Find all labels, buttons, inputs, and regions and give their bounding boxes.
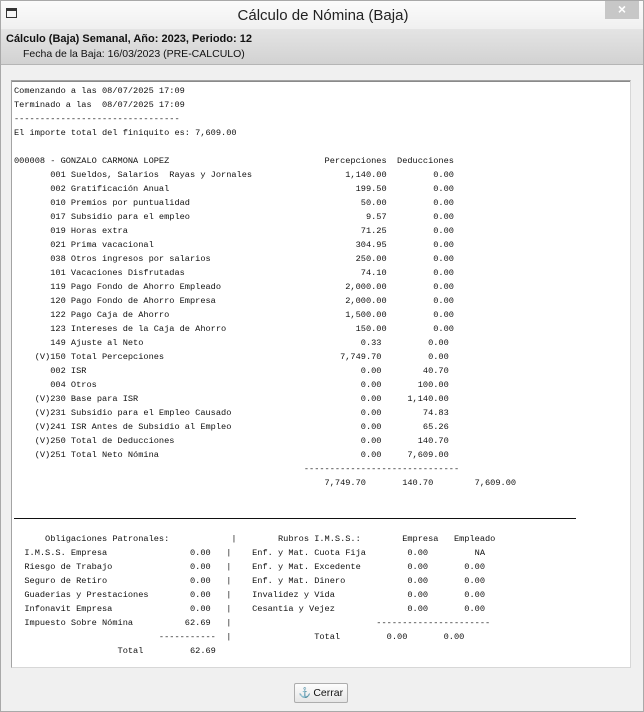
report-line: (V)150 Total Percepciones 7,749.70 0.00 — [14, 352, 449, 362]
report-line: 119 Pago Fondo de Ahorro Empleado 2,000.00 0.00 — [14, 282, 454, 292]
report-line: Impuesto Sobre Nómina 62.69 | ---------------------- — [14, 618, 491, 628]
report-line: 123 Intereses de la Caja de Ahorro 150.00 0.00 — [14, 324, 454, 334]
report-line: 001 Sueldos, Salarios Rayas y Jornales 1,140.00 0.00 — [14, 170, 454, 180]
report-line: (V)231 Subsidio para el Empleo Causado 0.00 74.83 — [14, 408, 449, 418]
report-line: ------------------------------ — [14, 464, 460, 474]
title-bar — [1, 1, 643, 29]
report-line: (V)251 Total Neto Nómina 0.00 7,609.00 — [14, 450, 449, 460]
window-title: Cálculo de Nómina (Baja) — [237, 7, 409, 24]
report-area[interactable] — [11, 80, 631, 668]
report-line: Obligaciones Patronales: | Rubros I.M.S.S.: Empresa Empleado — [14, 534, 496, 544]
cerrar-button-label: Cerrar — [313, 687, 344, 699]
report-line: Guaderias y Prestaciones 0.00 | Invalidez y Vida 0.00 0.00 — [14, 590, 486, 600]
anchor-icon: ⚓ — [298, 688, 312, 699]
report-line: 017 Subsidio para el empleo 9.57 0.00 — [14, 212, 454, 222]
report-line: Terminado a las 08/07/2025 17:09 — [14, 100, 185, 110]
report-line: Riesgo de Trabajo 0.00 | Enf. y Mat. Excedente 0.00 0.00 — [14, 562, 486, 572]
calculation-info: Cálculo (Baja) Semanal, Año: 2023, Periodo: 12 — [6, 33, 252, 45]
report-line: 002 ISR 0.00 40.70 — [14, 366, 449, 376]
report-line: 004 Otros 0.00 100.00 — [14, 380, 449, 390]
report-line: (V)230 Base para ISR 0.00 1,140.00 — [14, 394, 449, 404]
report-line: 000008 - GONZALO CARMONA LOPEZ Percepciones Deducciones — [14, 156, 454, 166]
report-top-rule — [12, 81, 631, 82]
report-line: Total 62.69 — [14, 646, 216, 656]
report-line: 120 Pago Fondo de Ahorro Empresa 2,000.00 0.00 — [14, 296, 454, 306]
report-line: Infonavit Empresa 0.00 | Cesantia y Vejez 0.00 0.00 — [14, 604, 486, 614]
window-close-button[interactable]: × — [605, 1, 639, 19]
report-line: Comenzando a las 08/07/2025 17:09 — [14, 86, 185, 96]
calculation-header — [1, 29, 643, 65]
report-line: I.M.S.S. Empresa 0.00 | Enf. y Mat. Cuota Fija 0.00 NA — [14, 548, 486, 558]
imss-section-rule — [14, 518, 576, 519]
report-line: Seguro de Retiro 0.00 | Enf. y Mat. Dinero 0.00 0.00 — [14, 576, 486, 586]
report-bottom-rule — [12, 667, 631, 668]
report-line: (V)241 ISR Antes de Subsidio al Empleo 0.00 65.26 — [14, 422, 449, 432]
report-line: (V)250 Total de Deducciones 0.00 140.70 — [14, 436, 449, 446]
report-line: 038 Otros ingresos por salarios 250.00 0.00 — [14, 254, 454, 264]
report-line: 021 Prima vacacional 304.95 0.00 — [14, 240, 454, 250]
report-line: 002 Gratificación Anual 199.50 0.00 — [14, 184, 454, 194]
report-line: 019 Horas extra 71.25 0.00 — [14, 226, 454, 236]
report-line: El importe total del finiquito es: 7,609.00 — [14, 128, 237, 138]
report-line: -------------------------------- — [14, 114, 180, 124]
report-line: 122 Pago Caja de Ahorro 1,500.00 0.00 — [14, 310, 454, 320]
report-line: 7,749.70 140.70 7,609.00 — [14, 478, 517, 488]
report-line: ----------- | Total 0.00 0.00 — [14, 632, 465, 642]
report-line: 010 Premios por puntualidad 50.00 0.00 — [14, 198, 454, 208]
report-line: 101 Vacaciones Disfrutadas 74.10 0.00 — [14, 268, 454, 278]
cerrar-button[interactable] — [294, 683, 348, 703]
report-line: 149 Ajuste al Neto 0.33 0.00 — [14, 338, 449, 348]
termination-date: Fecha de la Baja: 16/03/2023 (PRE-CALCULO) — [23, 48, 245, 60]
